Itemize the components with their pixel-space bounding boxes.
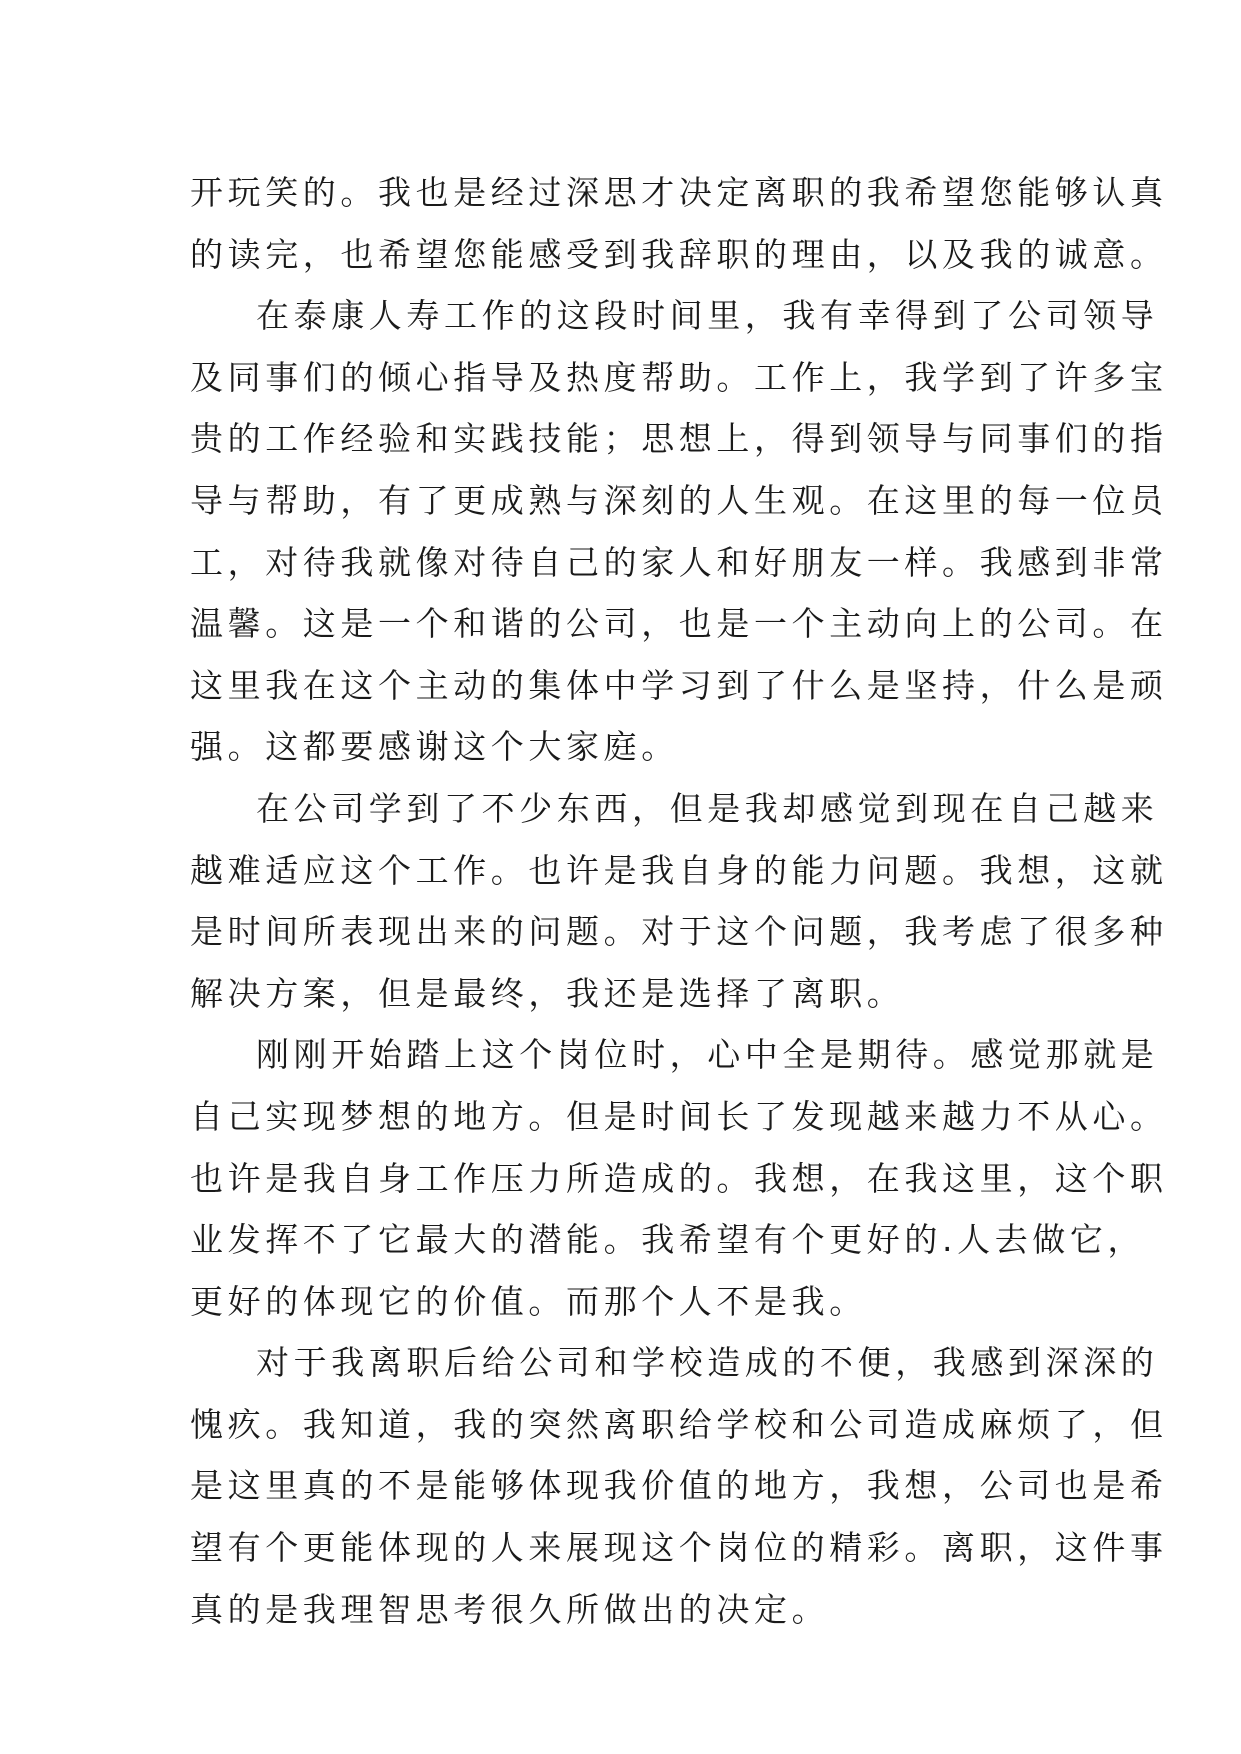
text-line: 是这里真的不是能够体现我价值的地方，我想，公司也是希 (190, 1466, 1168, 1506)
text-line: 强。这都要感谢这个大家庭。 (190, 727, 679, 767)
text-line: 更好的体现它的价值。而那个人不是我。 (190, 1281, 867, 1321)
text-line: 真的是我理智思考很久所做出的决定。 (190, 1589, 830, 1629)
text-line: 是时间所表现出来的问题。对于这个问题，我考虑了很多种 (190, 912, 1168, 952)
text-line: 自己实现梦想的地方。但是时间长了发现越来越力不从心。 (190, 1096, 1168, 1136)
text-line: 的读完，也希望您能感受到我辞职的理由，以及我的诚意。 (190, 234, 1168, 274)
text-line: 业发挥不了它最大的潜能。我希望有个更好的.人去做它， (190, 1220, 1146, 1260)
paragraph-first-line: 在泰康人寿工作的这段时间里，我有幸得到了公司领导 (256, 296, 1159, 336)
text-line: 这里我在这个主动的集体中学习到了什么是坚持，什么是顽 (190, 665, 1168, 705)
text-line: 工，对待我就像对待自己的家人和好朋友一样。我感到非常 (190, 542, 1168, 582)
document-body (190, 162, 1168, 1640)
text-line: 也许是我自身工作压力所造成的。我想，在我这里，这个职 (190, 1158, 1168, 1198)
text-line: 开玩笑的。我也是经过深思才决定离职的我希望您能够认真 (190, 173, 1168, 212)
text-line: 及同事们的倾心指导及热度帮助。工作上，我学到了许多宝 (190, 357, 1168, 397)
text-line: 愧疚。我知道，我的突然离职给学校和公司造成麻烦了，但 (190, 1404, 1168, 1444)
paragraph-first-line: 在公司学到了不少东西，但是我却感觉到现在自己越来 (256, 788, 1159, 828)
paragraph-first-line: 对于我离职后给公司和学校造成的不便，我感到深深的 (256, 1343, 1159, 1383)
text-line: 越难适应这个工作。也许是我自身的能力问题。我想，这就 (190, 850, 1168, 890)
text-line: 望有个更能体现的人来展现这个岗位的精彩。离职，这件事 (190, 1528, 1168, 1568)
text-line: 温馨。这是一个和谐的公司，也是一个主动向上的公司。在 (190, 604, 1168, 644)
text-line: 贵的工作经验和实践技能；思想上，得到领导与同事们的指 (190, 419, 1168, 459)
paragraph-first-line: 刚刚开始踏上这个岗位时，心中全是期待。感觉那就是 (256, 1035, 1159, 1075)
text-line: 解决方案，但是最终，我还是选择了离职。 (190, 973, 905, 1013)
text-line: 导与帮助，有了更成熟与深刻的人生观。在这里的每一位员 (190, 480, 1168, 520)
